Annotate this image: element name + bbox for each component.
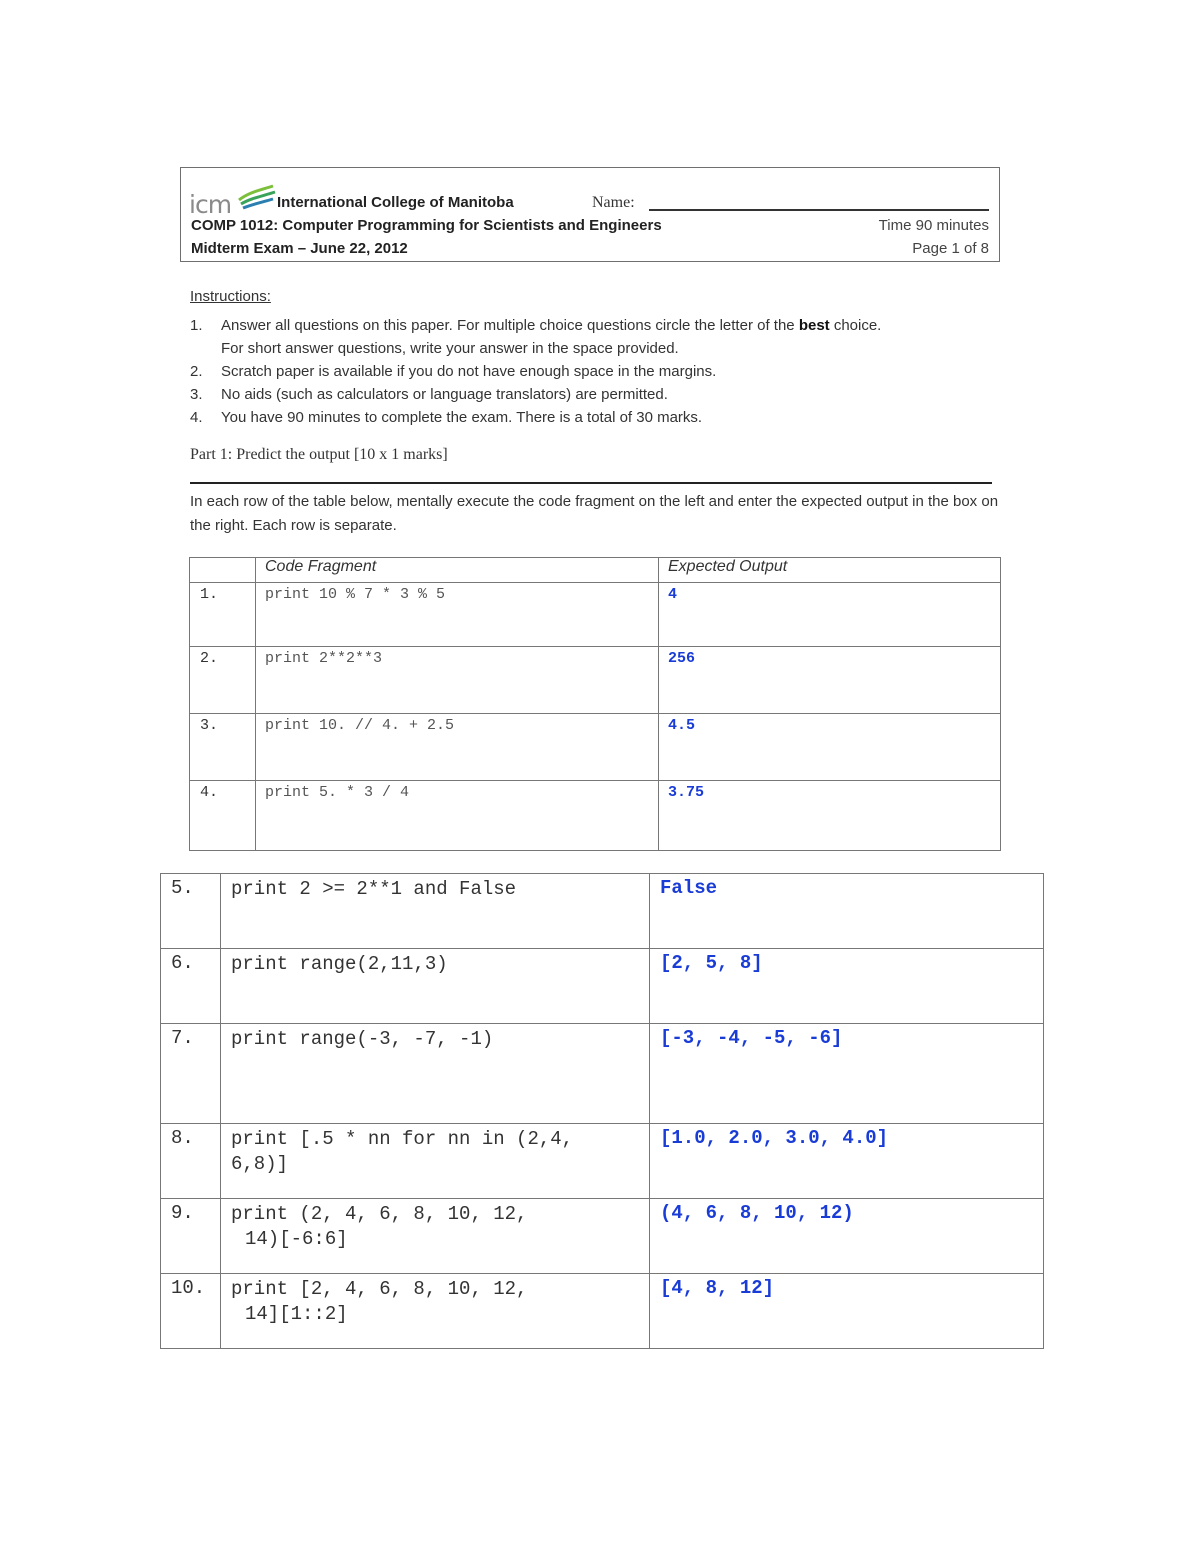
table-row <box>161 1199 1044 1274</box>
code-line: print [2, 4, 6, 8, 10, 12, <box>231 1278 528 1300</box>
output-table-1 <box>189 557 1001 851</box>
college-logo <box>189 186 277 219</box>
expected-output[interactable]: [2, 5, 8] <box>650 949 1044 1024</box>
name-field-line[interactable] <box>649 209 989 211</box>
instruction-text: Answer all questions on this paper. For multiple choice questions circle the letter of the <box>221 317 799 334</box>
code-fragment <box>221 874 650 949</box>
logo-text: icm <box>189 190 232 219</box>
expected-output[interactable]: 4.5 <box>659 714 1001 781</box>
code-fragment <box>221 1024 650 1124</box>
instruction-text: No aids (such as calculators or language translators) are permitted. <box>221 386 668 403</box>
output-table-2 <box>160 873 1044 1349</box>
code-line: print range(-3, -7, -1) <box>231 1028 494 1050</box>
instruction-number: 4. <box>190 409 203 426</box>
time-limit: Time 90 minutes <box>878 217 989 234</box>
leaf-logo-icon <box>237 182 277 212</box>
code-line: print (2, 4, 6, 8, 10, 12, <box>231 1203 528 1225</box>
code-fragment: print 2**2**3 <box>256 647 659 714</box>
expected-output[interactable]: (4, 6, 8, 10, 12) <box>650 1199 1044 1274</box>
row-number: 1. <box>190 583 256 647</box>
instructions-title: Instructions: <box>190 288 271 305</box>
instruction-item <box>190 360 1010 383</box>
row-number: 2. <box>190 647 256 714</box>
code-line: 14][1::2] <box>245 1303 348 1325</box>
code-line: print range(2,11,3) <box>231 953 448 975</box>
table-header-row <box>190 558 1001 583</box>
expected-output[interactable]: [-3, -4, -5, -6] <box>650 1024 1044 1124</box>
instruction-number: 2. <box>190 363 203 380</box>
expected-output[interactable]: 3.75 <box>659 781 1001 851</box>
expected-output[interactable]: [4, 8, 12] <box>650 1274 1044 1349</box>
instructions-list <box>190 314 1010 429</box>
row-number: 10. <box>161 1274 221 1349</box>
table-row <box>161 1024 1044 1124</box>
header-code: Code Fragment <box>256 558 659 583</box>
instruction-text: Scratch paper is available if you do not have enough space in the margins. <box>221 363 717 380</box>
expected-output[interactable]: 256 <box>659 647 1001 714</box>
table-row <box>161 1124 1044 1199</box>
table-row <box>190 583 1001 647</box>
table-row <box>190 647 1001 714</box>
part-intro: In each row of the table below, mentally execute the code fragment on the left and enter the expected output in the box on the right. Each row is separate. <box>190 493 999 534</box>
row-number: 9. <box>161 1199 221 1274</box>
instruction-number: 1. <box>190 317 203 334</box>
code-line: 14)[-6:6] <box>245 1228 348 1250</box>
instruction-item <box>190 383 1010 406</box>
header-output: Expected Output <box>659 558 1001 583</box>
expected-output[interactable]: [1.0, 2.0, 3.0, 4.0] <box>650 1124 1044 1199</box>
code-fragment <box>221 949 650 1024</box>
exam-header <box>180 167 1000 262</box>
row-number: 4. <box>190 781 256 851</box>
row-number: 6. <box>161 949 221 1024</box>
code-fragment <box>221 1199 650 1274</box>
code-line: 6,8)] <box>231 1153 289 1175</box>
header-num-cell <box>190 558 256 583</box>
college-name: International College of Manitoba <box>277 194 514 211</box>
instruction-item <box>190 314 1010 360</box>
instruction-text: choice. <box>829 317 882 334</box>
instruction-emphasis: best <box>798 317 830 334</box>
row-number: 7. <box>161 1024 221 1124</box>
table-row <box>161 1274 1044 1349</box>
code-fragment: print 10 % 7 * 3 % 5 <box>256 583 659 647</box>
instruction-item <box>190 406 1010 429</box>
code-fragment <box>221 1274 650 1349</box>
code-fragment <box>221 1124 650 1199</box>
name-label: Name: <box>592 194 635 211</box>
row-number: 3. <box>190 714 256 781</box>
expected-output[interactable]: 4 <box>659 583 1001 647</box>
page-number: Page 1 of 8 <box>912 240 989 257</box>
code-fragment: print 5. * 3 / 4 <box>256 781 659 851</box>
exam-title: Midterm Exam – June 22, 2012 <box>191 240 408 257</box>
instruction-text: You have 90 minutes to complete the exam. There is a total of 30 marks. <box>221 409 703 426</box>
row-number: 5. <box>161 874 221 949</box>
divider <box>190 482 992 484</box>
table-row <box>161 874 1044 949</box>
code-fragment: print 10. // 4. + 2.5 <box>256 714 659 781</box>
table-row <box>190 781 1001 851</box>
instruction-text: For short answer questions, write your answer in the space provided. <box>221 340 679 357</box>
table-row <box>190 714 1001 781</box>
code-line: print [.5 * nn for nn in (2,4, <box>231 1128 574 1150</box>
course-title: COMP 1012: Computer Programming for Scientists and Engineers <box>191 217 662 234</box>
code-line: print 2 >= 2**1 and False <box>231 878 517 900</box>
table-row <box>161 949 1044 1024</box>
expected-output[interactable]: False <box>650 874 1044 949</box>
instruction-number: 3. <box>190 386 203 403</box>
part-title: Part 1: Predict the output [10 x 1 marks] <box>190 446 448 463</box>
row-number: 8. <box>161 1124 221 1199</box>
